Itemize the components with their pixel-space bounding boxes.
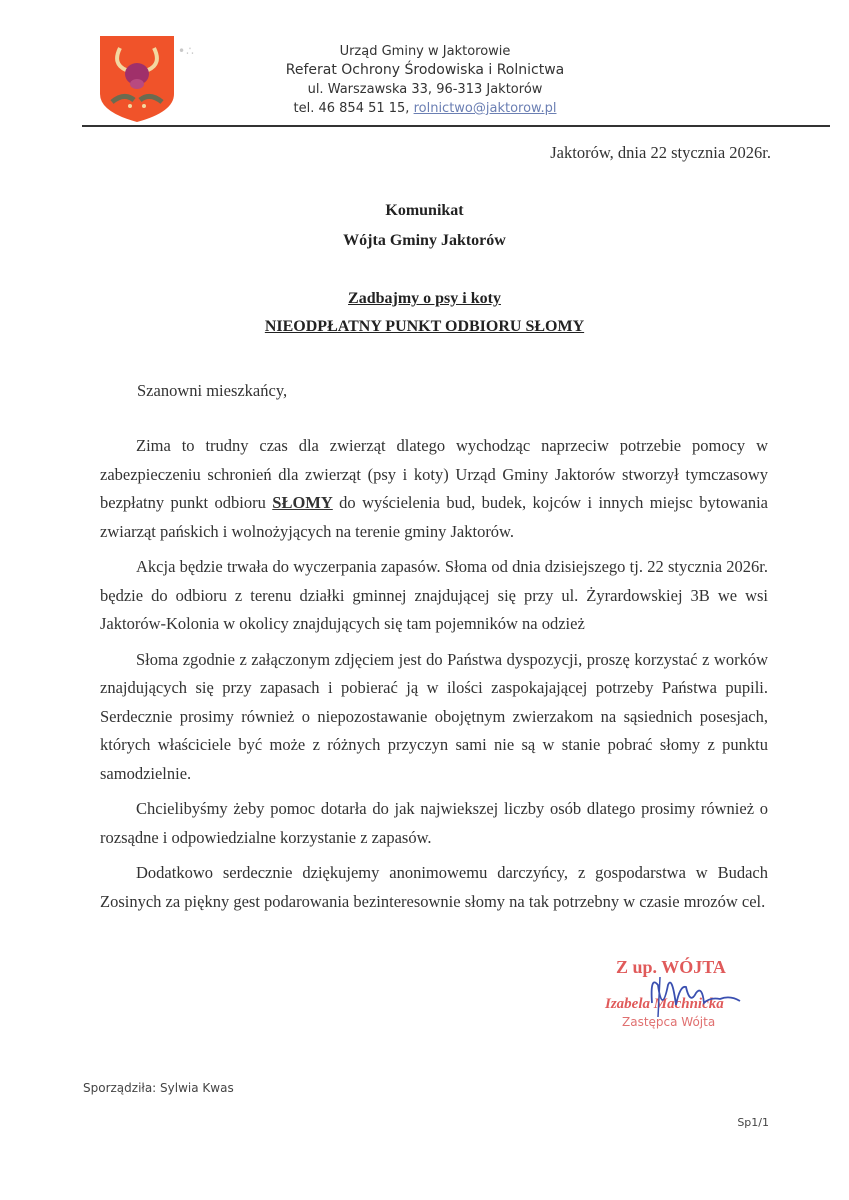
paragraph-4: Chcielibyśmy żeby pomoc dotarła do jak najwiekszej liczby osób dlatego prosimy również o rozsądne i odpowiedzialne korzystanie z zapasów. [100,799,768,847]
department-name: Referat Ochrony Środowiska i Rolnictwa [285,62,565,78]
letterhead-text [240,42,610,118]
emphasis-straw: SŁOMY [272,493,333,512]
paragraph-3: Słoma zgodnie z załączonym zdjęciem jest do Państwa dyspozycji, proszę korzystać z worków znajdujących się przy zapasach i pobierać ją w ilości zaspokajającej potrzeby Państwa pupili. Serdecznie prosimy również o niepozostawanie obojętnym zwierzakom na sąsiednich posesjach, których właściciele być może z różnych przyczyn sami nie są w stanie pobrać słomy z punktu samodzielnie. [100,649,768,783]
title-issuer: Wójta Gminy Jaktorów [343,232,506,249]
letter-body [100,432,768,923]
scan-artifact-icon: •∴ [178,44,195,58]
phone-number: tel. 46 854 51 15, [293,101,414,116]
office-address: ul. Warszawska 33, 96-313 Jaktorów [307,82,543,97]
headline-text: NIEODPŁATNY PUNKT ODBIORU SŁOMY [264,318,585,335]
signature-stamp [600,955,780,1035]
paragraph-5: Dodatkowo serdecznie dziękujemy anonimowemu darczyńcy, z gospodarstwa w Budach Zosinych za piękny gest podarowania bezinteresownie słomy na tak potrzebny w czasie mrozów cel. [100,863,768,911]
paragraph-1-end: do wyścielenia bud, budek, kojców i innych miejsc bytowania zwiarząt pańskich i wolnożyjących na terenie gminy Jaktorów. [100,493,768,541]
contact-line [240,99,610,118]
prepared-by: Sporządziła: Sylwia Kwas [83,1081,234,1095]
header-divider [82,125,830,127]
coat-of-arms-icon [98,34,176,124]
stamp-name: Izabela Machnicka [605,996,724,1012]
paragraph-1-start: Zima to trudny czas dla zwierząt dlatego wychodząc naprzeciw potrzebie pomocy w zabezpieczeniu schronień dla zwierząt (psy i koty) Urząd Gminy Jaktorów stworzył tymczasowy bezpłatny punkt odbioru [100,436,768,512]
page-number: Sp1/1 [737,1116,769,1129]
subtitle-text: Zadbajmy o psy i koty [348,290,501,307]
email-link[interactable]: rolnictwo@jaktorow.pl [413,101,557,116]
salutation: Szanowni mieszkańcy, [137,381,288,400]
subtitle [0,290,849,308]
paragraph-2: Akcja będzie trwała do wyczerpania zapasów. Słoma od dnia dzisiejszego tj. 22 stycznia 2026r. będzie do odbioru z terenu działki gminnej znajdującej się przy ul. Żyrardowskiej 3B we wsi Jaktorów-Kolonia w okolicy znajdujących się tam pojemników na odzież [100,557,768,633]
paragraph-1 [100,432,768,546]
handwritten-signature-icon [600,955,780,1035]
stamp-role: Zastępca Wójta [622,1015,716,1029]
headline [0,318,849,336]
letterhead-header [0,0,849,130]
title-komunikat: Komunikat [385,202,464,219]
date-line: Jaktorów, dnia 22 stycznia 2026r. [550,143,771,162]
office-name: Urząd Gminy w Jaktorowie [339,44,511,59]
stamp-authority: Z up. WÓJTA [616,957,726,977]
